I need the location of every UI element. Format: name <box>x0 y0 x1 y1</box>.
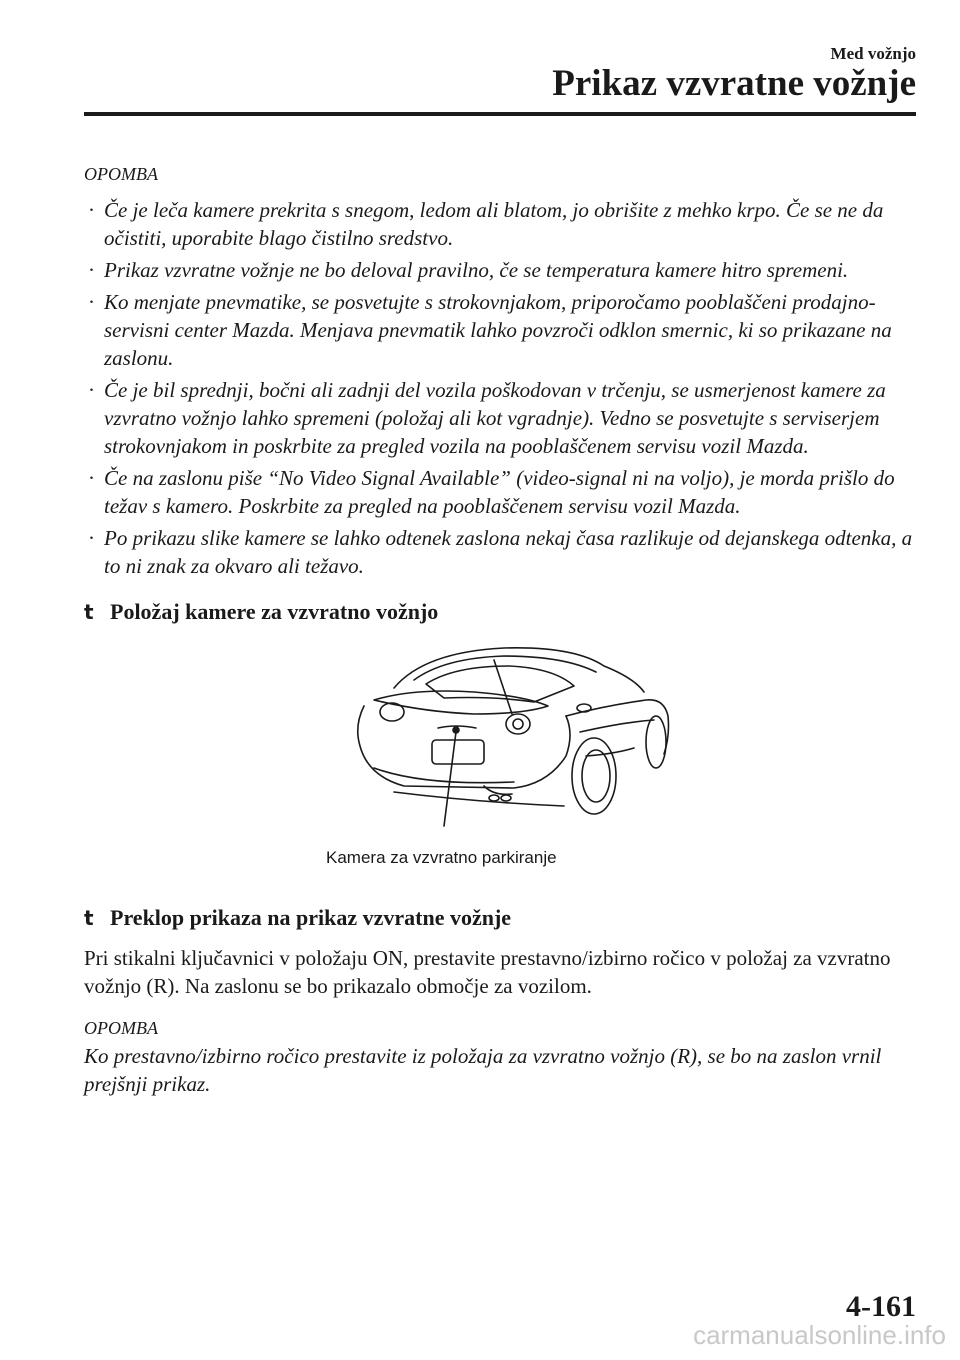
switch-display-heading <box>84 904 916 932</box>
note-text: Ko prestavno/izbirno ročico prestavite iz položaja za vzvratno vožnjo (R), se bo na zaslon vrnil prejšnji prikaz. <box>84 1044 882 1096</box>
camera-caption: Kamera za vzvratno parkiranje <box>326 848 557 867</box>
camera-position-heading-text: Položaj kamere za vzvratno vožnjo <box>110 599 439 624</box>
switch-display-body: Pri stikalni ključavnici v položaju ON, prestavite prestavno/izbirno ročico v položaj za vzvratno vožnjo (R). Na zaslonu se bo prikazalo območje za vozilom. <box>84 946 891 998</box>
switch-display-heading-text: Preklop prikaza na prikaz vzvratne vožnje <box>110 905 512 930</box>
camera-position-heading <box>84 598 916 626</box>
header-divider <box>84 112 916 116</box>
bullet-dot-icon: · <box>88 466 95 490</box>
camera-figure <box>84 636 916 886</box>
note-item-text: Če je bil sprednji, bočni ali zadnji del vozila poškodovan v trčenju, se usmerjenost kamere za vzvratno vožnjo lahko spremeni (položaj ali kot vgradnje). Vedno se posvetujte s serviserjem strokovnjakom in poskrbite za pregled vozila na pooblaščenem servisu vozil Mazda. <box>104 378 886 458</box>
note-item <box>84 524 916 580</box>
bullet-dot-icon: · <box>88 258 95 282</box>
bullet-dot-icon: · <box>88 378 95 402</box>
bullet-dot-icon: · <box>88 290 95 314</box>
page-content <box>84 160 916 1098</box>
page-title: Prikaz vzvratne vožnje <box>552 63 916 104</box>
note-item <box>84 376 916 460</box>
note-item <box>84 256 916 284</box>
note-item <box>84 196 916 252</box>
watermark: carmanualsonline.info <box>693 1320 946 1350</box>
note-item <box>84 464 916 520</box>
section-marker-icon: t <box>84 600 94 624</box>
bullet-dot-icon: · <box>88 198 95 222</box>
note-list <box>84 196 916 580</box>
page-number: 4-161 <box>846 1290 916 1323</box>
note-label: OPOMBA <box>84 1018 158 1038</box>
note-label: OPOMBA <box>84 164 158 184</box>
note-item-text: Po prikazu slike kamere se lahko odtenek zaslona nekaj časa razlikuje od dejanskega odtenka, a to ni znak za okvaro ali težavo. <box>104 526 913 578</box>
section-header: Med vožnjo <box>830 44 916 63</box>
car-rear-illustration <box>334 636 674 846</box>
note-item-text: Če na zaslonu piše “No Video Signal Available” (video-signal ni na voljo), je morda prišlo do težav s kamero. Poskrbite za pregled na pooblaščenem servisu vozil Mazda. <box>104 466 895 518</box>
section-marker-icon: t <box>84 906 94 930</box>
bullet-dot-icon: · <box>88 526 95 550</box>
note-item-text: Ko menjate pnevmatike, se posvetujte s strokovnjakom, priporočamo pooblaščeni prodajno-servisni center Mazda. Menjava pnevmatik lahko povzroči odklon smernic, ki so prikazane na zaslonu. <box>104 290 892 370</box>
note-item-text: Prikaz vzvratne vožnje ne bo deloval pravilno, če se temperatura kamere hitro spremeni. <box>104 258 849 282</box>
note-item-text: Če je leča kamere prekrita s snegom, ledom ali blatom, jo obrišite z mehko krpo. Če se ne da očistiti, uporabite blago čistilno sredstvo. <box>104 198 884 250</box>
note-item <box>84 288 916 372</box>
